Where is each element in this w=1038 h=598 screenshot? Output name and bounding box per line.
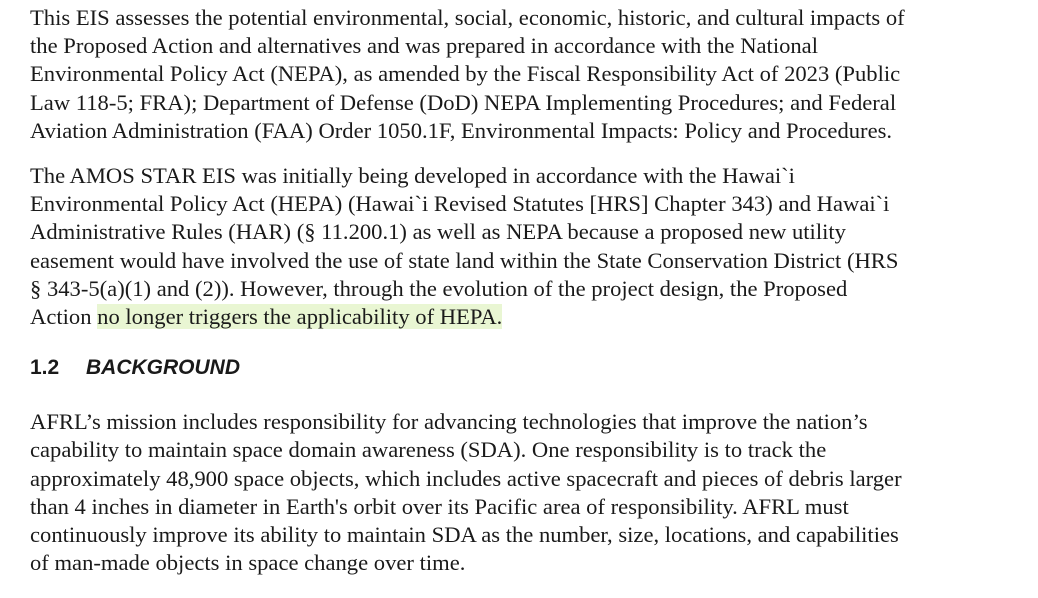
text-line: Law 118-5; FRA); Department of Defense (DoD) NEPA Implementing Procedures; and Federal [30,89,897,115]
section-title: BACKGROUND [86,356,240,380]
text-line-last [30,303,1030,331]
text-line: Aviation Administration (FAA) Order 1050.1F, Environmental Impacts: Policy and Procedures. [30,117,893,143]
text-line: the Proposed Action and alternatives and was prepared in accordance with the National [30,33,818,59]
section-number: 1.2 [30,356,60,380]
text-line: Administrative Rules (HAR) (§ 11.200.1) as well as NEPA because a proposed new utility [30,219,846,245]
highlighted-text[interactable]: no longer triggers the applicability of HEPA. [97,304,503,330]
text-line: approximately 48,900 space objects, which includes active spacecraft and pieces of debris larger [30,465,902,491]
paragraph-eis-purpose [30,4,1030,145]
text-line: than 4 inches in diameter in Earth's orbit over its Pacific area of responsibility. AFRL must [30,493,849,519]
text-line: AFRL’s mission includes responsibility for advancing technologies that improve the nation’s [30,409,868,435]
text-line: The AMOS STAR EIS was initially being developed in accordance with the Hawai`i [30,163,795,189]
text-line: of man-made objects in space change over time. [30,550,466,576]
text-line: Environmental Policy Act (NEPA), as amended by the Fiscal Responsibility Act of 2023 (Public [30,61,901,87]
text-line: capability to maintain space domain awareness (SDA). One responsibility is to track the [30,437,827,463]
text-line: continuously improve its ability to maintain SDA as the number, size, locations, and capabilities [30,522,899,548]
text-line-prefix: Action [30,304,98,330]
paragraph-afrl-mission [30,408,1030,577]
text-line: § 343-5(a)(1) and (2)). However, through the evolution of the project design, the Proposed [30,275,848,301]
section-heading [30,355,1030,381]
paragraph-hepa [30,162,1030,331]
text-line: Environmental Policy Act (HEPA) (Hawai`i Revised Statutes [HRS] Chapter 343) and Hawai`i [30,191,890,217]
text-line: easement would have involved the use of state land within the State Conservation District (HRS [30,247,899,273]
text-line: This EIS assesses the potential environmental, social, economic, historic, and cultural impacts of [30,5,905,30]
document-page [30,4,1030,577]
